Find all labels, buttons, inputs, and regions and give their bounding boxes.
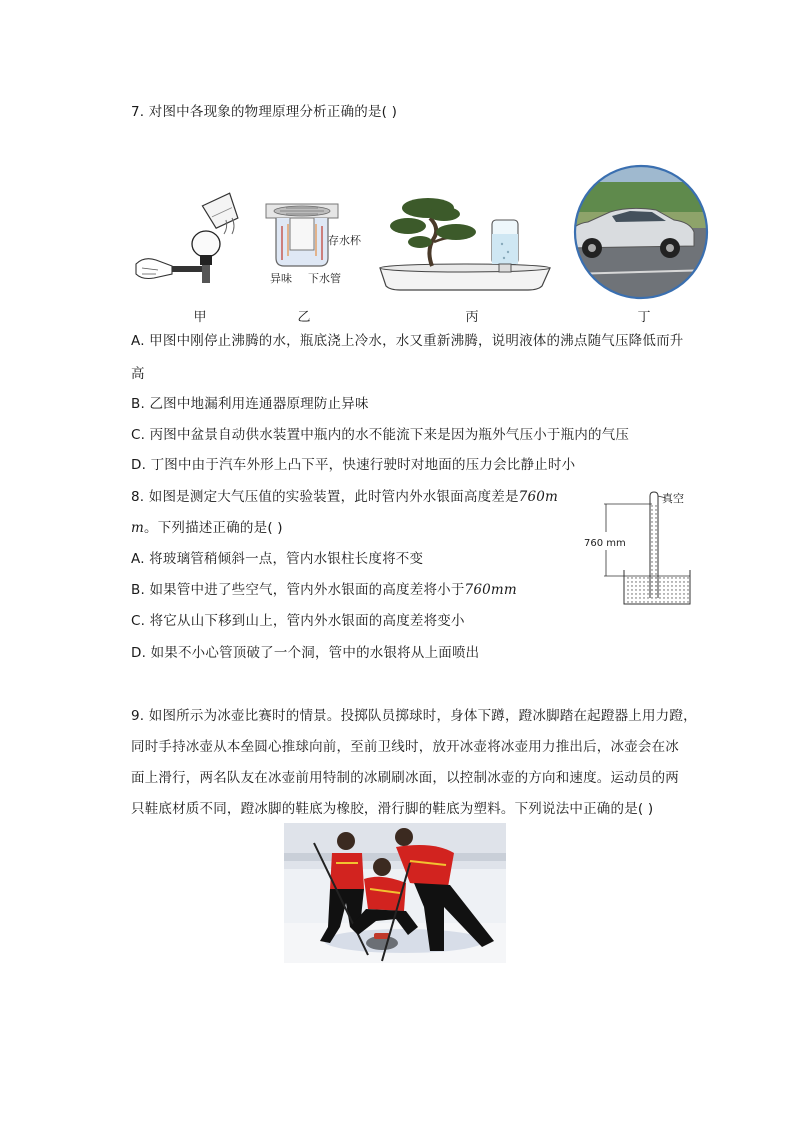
q8-stem-line1	[131, 487, 558, 507]
q7-option-c: C. 丙图中盆景自动供水装置中瓶内的水不能流下来是因为瓶外气压小于瓶内的气压	[131, 427, 630, 443]
q8-option-c: C. 将它从山下移到山上，管内外水银面的高度差将变小	[131, 613, 465, 629]
caption-yi: 乙	[297, 310, 311, 325]
q8-option-d: D. 如果不小心管顶破了一个洞，管中的水银将从上面喷出	[131, 645, 480, 661]
q8-stem-line2	[131, 518, 283, 538]
q9-line1: 9. 如图所示为冰壶比赛时的情景。投掷队员掷球时，身体下蹲，蹬冰脚踏在起蹬器上用力蹬，	[131, 708, 697, 724]
q8-option-b-num: 760mm	[464, 582, 517, 598]
q8-stem-line1-text: 8. 如图是测定大气压值的实验装置，此时管内外水银面高度差是	[131, 489, 519, 505]
q8-stem-line2-num: m	[131, 520, 145, 536]
q7-option-a-line2: 高	[131, 366, 145, 382]
figure-bing	[378, 192, 554, 292]
flask-icon	[192, 231, 220, 257]
curling-photo	[284, 823, 506, 963]
q7-stem: 7. 对图中各现象的物理原理分析正确的是( )	[131, 104, 398, 120]
q9-line4: 只鞋底材质不同，蹬冰脚的鞋底为橡胶，滑行脚的鞋底为塑料。下列说法中正确的是( )	[131, 801, 654, 817]
bottle-icon	[492, 220, 518, 272]
label-vacuum: 真空	[662, 492, 684, 505]
q9-line2: 同时手持冰壶从本垒圆心推球向前，至前卫线时，放开冰壶将冰壶用力推出后，冰壶会在冰	[131, 739, 679, 755]
caption-jia: 甲	[193, 310, 207, 325]
q8-option-b-text: B. 如果管中进了些空气，管内外水银面的高度差将小于	[131, 582, 465, 598]
label-760mm: 760 mm	[584, 538, 626, 549]
figure-torricelli	[582, 488, 698, 610]
caption-ding: 丁	[637, 310, 651, 325]
q8-stem-line1-num: 760m	[518, 489, 559, 505]
q7-option-a-line1: A. 甲图中刚停止沸腾的水，瓶底浇上冷水，水又重新沸腾，说明液体的沸点随气压降低而升	[131, 333, 684, 349]
figure-ding	[570, 162, 712, 302]
q7-option-d: D. 丁图中由于汽车外形上凸下平，快速行驶时对地面的压力会比静止时小	[131, 457, 576, 473]
q8-stem-line2-text: 。下列描述正确的是( )	[144, 520, 283, 536]
label-yiwei: 异味	[270, 272, 292, 285]
q8-option-a: A. 将玻璃管稍倾斜一点，管内水银柱长度将不变	[131, 551, 424, 567]
figure-jia	[134, 190, 254, 290]
caption-bing: 丙	[465, 310, 479, 325]
q8-option-b	[131, 580, 517, 600]
label-cunshuibei: 存水杯	[328, 234, 361, 247]
q9-line3: 面上滑行，两名队友在冰壶前用特制的冰刷刷冰面，以控制冰壶的方向和速度。运动员的两	[131, 770, 679, 786]
q7-option-b: B. 乙图中地漏利用连通器原理防止异味	[131, 396, 369, 412]
label-xiashuiguan: 下水管	[308, 272, 341, 285]
figure-yi	[262, 196, 362, 288]
beaker-icon	[202, 193, 240, 229]
hand-icon	[136, 259, 172, 279]
